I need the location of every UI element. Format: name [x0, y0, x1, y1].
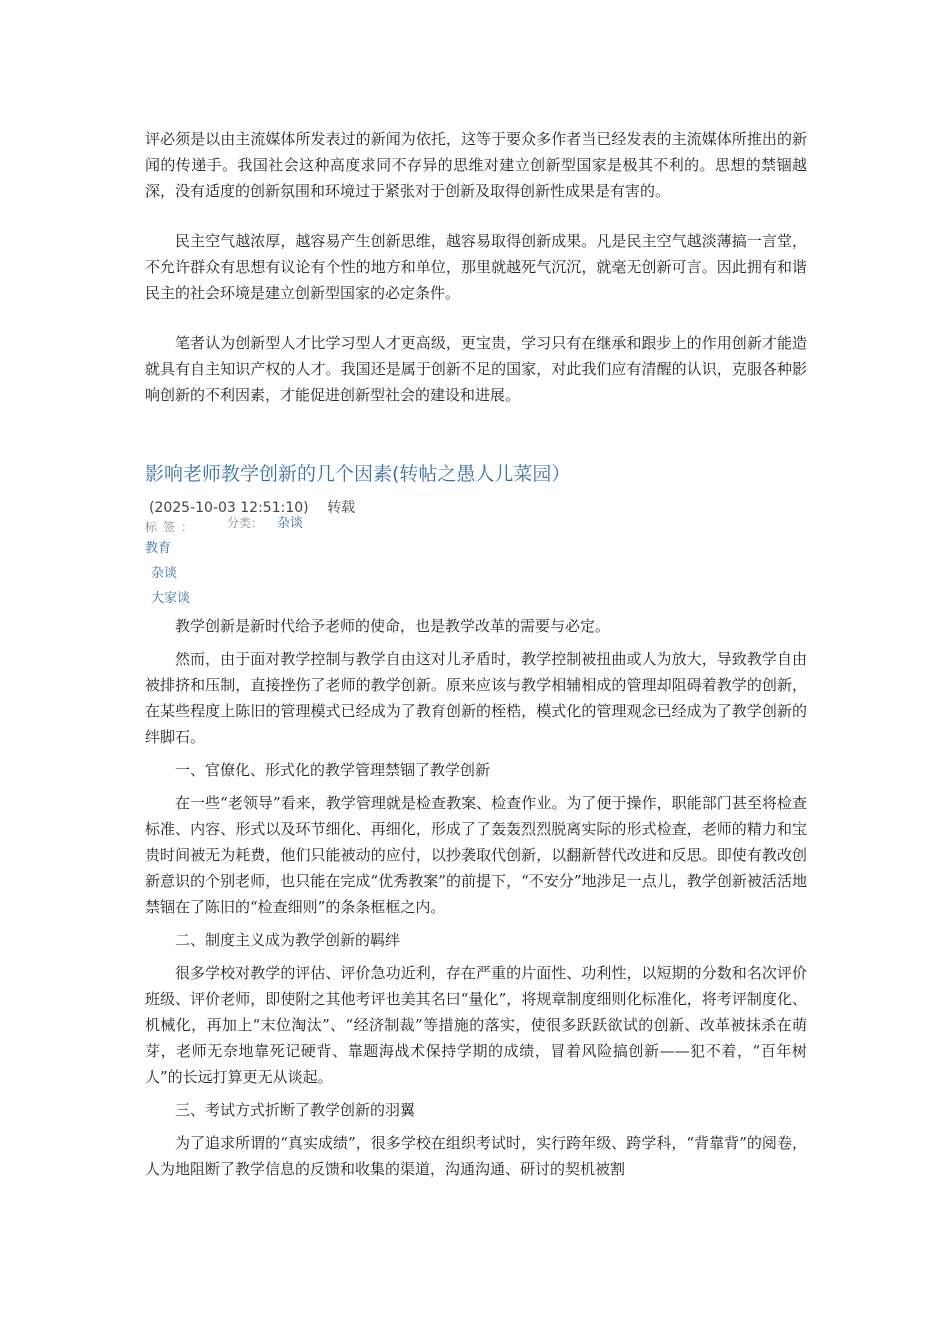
- document-page: [145, 126, 807, 1189]
- post-paragraph: 在一些“老领导”看来，教学管理就是检查教案、检查作业。为了便于操作，职能部门甚至将检查标准、内容、形式以及环节细化、再细化，形成了了轰轰烈烈脱离实际的形式检查，老师的精力和宝贵时间被无为耗费，他们只能被动的应付，以抄袭取代创新，以翻新替代改进和反思。即使有教改创新意识的个别老师，也只能在完成“优秀教案”的前提下，“不安分”地涉足一点儿，教学创新被活活地禁锢在了陈旧的“检查细则”的条条框框之内。: [145, 794, 807, 916]
- post-date: (2025-10-03 12:51:10): [149, 500, 309, 516]
- section-heading: 一、官僚化、形式化的教学管理禁锢了教学创新: [175, 761, 491, 779]
- intro-paragraph-1: 评必须是以由主流媒体所发表过的新闻为依托，这等于要众多作者当已经发表的主流媒体所推出的新闻的传递手。我国社会这种高度求同不存异的思维对建立创新型国家是极其不利的。思想的禁锢越深，没有适度的创新氛围和环境过于紧张对于创新及取得创新性成果是有害的。: [145, 130, 807, 200]
- post-body: [145, 613, 807, 1182]
- tag-category-line: [145, 518, 807, 536]
- post-type-label: 转载: [327, 500, 356, 516]
- section-heading: 二、制度主义成为教学创新的羁绊: [175, 931, 401, 949]
- category-group: [227, 514, 303, 533]
- intro-section: [145, 126, 807, 408]
- tag-label: 标签：: [145, 520, 200, 534]
- intro-paragraph-3: 笔者认为创新型人才比学习型人才更高级，更宝贵，学习只有在继承和跟步上的作用创新才能造就具有自主知识产权的人才。我国还是属于创新不足的国家，对此我们应有清醒的认识，克服各种影响创新的不利因素，才能促进创新型社会的建设和进展。: [145, 334, 807, 404]
- tag-link-discussion[interactable]: 大家谈: [151, 591, 191, 606]
- category-label: 分类：: [227, 516, 264, 530]
- blog-post: [145, 460, 807, 1182]
- post-paragraph: 为了追求所谓的“真实成绩”，很多学校在组织考试时，实行跨年级、跨学科，“背靠背”的阅卷，人为地阻断了教学信息的反馈和收集的渠道，沟通沟通、研讨的契机被割: [145, 1134, 807, 1178]
- section-heading: 三、考试方式折断了教学创新的羽翼: [175, 1101, 416, 1119]
- intro-paragraph-2: 民主空气越浓厚，越容易产生创新思维，越容易取得创新成果。凡是民主空气越淡薄搞一言堂，不允许群众有思想有议论有个性的地方和单位，那里就越死气沉沉，就毫无创新可言。因此拥有和谐民主的社会环境是建立创新型国家的必定条件。: [145, 232, 807, 302]
- post-title[interactable]: 影响老师教学创新的几个因素(转帖之愚人儿菜园）: [145, 463, 571, 485]
- post-paragraph: 很多学校对教学的评估、评价急功近利，存在严重的片面性、功利性，以短期的分数和名次评价班级、评价老师，即使附之其他考评也美其名曰“量化”，将规章制度细则化标准化，将考评制度化、机械化，再加上“末位淘汰”、“经济制裁”等措施的落实，使很多跃跃欲试的创新、改革被抹杀在萌芽，老师无奈地靠死记硬背、靠题海战术保持学期的成绩，冒着风险搞创新——犯不着，“百年树人”的长远打算更无从谈起。: [145, 964, 807, 1086]
- post-paragraph: 教学创新是新时代给予老师的使命，也是教学改革的需要与必定。: [175, 617, 611, 635]
- tag-link-education[interactable]: 教育: [145, 541, 172, 556]
- tag-link-misc[interactable]: 杂谈: [151, 566, 178, 581]
- tag-list: [145, 536, 807, 611]
- post-paragraph: 然而，由于面对教学控制与教学自由这对儿矛盾时，教学控制被扭曲或人为放大，导致教学自由被排挤和压制，直接挫伤了老师的教学创新。原来应该与教学相辅相成的管理却阻碍着教学的创新，在某些程度上陈旧的管理模式已经成为了教育创新的桎梏，模式化的管理观念已经成为了教学创新的绊脚石。: [145, 650, 807, 746]
- category-link[interactable]: 杂谈: [277, 516, 304, 531]
